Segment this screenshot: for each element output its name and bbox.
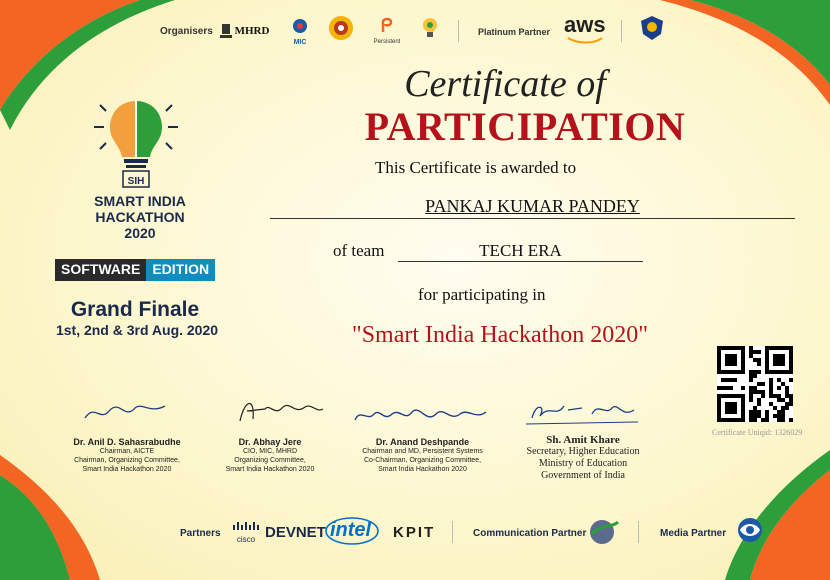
- recipient-name-wrap: [270, 196, 795, 217]
- event-name: "Smart India Hackathon 2020": [351, 322, 649, 348]
- finale-dates: 1st, 2nd & 3rd Aug. 2020: [55, 322, 219, 338]
- persistent-logo: Persistent: [370, 16, 404, 45]
- signatory-3: Dr. Anand Deshpande Chairman and MD, Persistent Systems Co-Chairman, Organizing Committee, Smart India Hackathon 2020: [362, 437, 483, 473]
- bulb-icon: [420, 16, 440, 40]
- signature-deshpande: [350, 400, 490, 430]
- participation-heading: PARTICIPATION: [364, 104, 686, 149]
- header-separator-2: [621, 20, 622, 42]
- doordarshan-icon: [732, 516, 768, 546]
- aws-logo: aws: [564, 12, 606, 37]
- media-partner-label: Media Partner: [660, 528, 727, 539]
- signature-sahasrabudhe: [80, 398, 170, 428]
- cisco-logo: cisco: [230, 518, 262, 544]
- organisers-label: Organisers: [160, 26, 213, 37]
- mic-icon: [292, 18, 308, 34]
- persistent-icon: [379, 16, 395, 34]
- crest-icon: [639, 14, 665, 42]
- mic-logo: MIC: [288, 18, 312, 46]
- participating-line: for participating in: [418, 285, 546, 304]
- recipient-name: PANKAJ KUMAR PANDEY: [425, 196, 640, 216]
- platinum-partner-label: Platinum Partner: [478, 27, 551, 37]
- signatory-2: Dr. Abhay Jere CIO, MIC, MHRD Organizing Committee, Smart India Hackathon 2020: [225, 437, 315, 473]
- sih-brain-bulb-icon: [92, 95, 180, 190]
- header-band: [0, 0, 830, 62]
- intel-logo: intel: [330, 519, 372, 541]
- signatory-1: Dr. Anil D. Sahasrabudhe Chairman, AICTE Chairman, Organizing Committee, Smart India Hackathon 2020: [73, 437, 181, 473]
- awarded-line: This Certificate is awarded to: [375, 158, 577, 177]
- software-edition-badge: SOFTWARE EDITION: [55, 259, 215, 281]
- team-prefix: of team: [333, 241, 385, 260]
- intel-swoosh-icon: [324, 516, 380, 546]
- sih-badge-text: SIH: [127, 176, 145, 187]
- signature-jere: [235, 393, 325, 427]
- devnet-logo: DEVNET: [265, 524, 326, 541]
- communication-partner-label: Communication Partner: [473, 528, 587, 539]
- header-separator: [458, 20, 459, 42]
- sih-title: SMART INDIA HACKATHON 2020: [94, 193, 186, 241]
- certificate-uniqid: Certificate Uniqid: 1326029: [712, 428, 803, 437]
- signature-khare: [522, 396, 642, 428]
- emblem-icon: [219, 22, 233, 40]
- qr-code: [717, 346, 793, 422]
- aicte-seal-icon: [328, 15, 354, 41]
- certificate-of-heading: Certificate of: [404, 63, 606, 105]
- partners-label: Partners: [180, 528, 221, 539]
- kpit-logo: KPIT: [393, 524, 436, 541]
- mhrd-logo: MHRD: [218, 20, 270, 42]
- team-name: TECH ERA: [479, 241, 562, 260]
- aws-smile-icon: [566, 36, 606, 44]
- suma-soft-icon: [588, 518, 622, 546]
- signatory-4: Sh. Amit Khare Secretary, Higher Education Ministry of Education Government of India: [526, 434, 640, 481]
- footer-separator-2: [638, 521, 639, 543]
- cisco-bars-icon: [232, 521, 260, 531]
- grand-finale-label: Grand Finale: [70, 298, 200, 321]
- footer-separator: [452, 521, 453, 543]
